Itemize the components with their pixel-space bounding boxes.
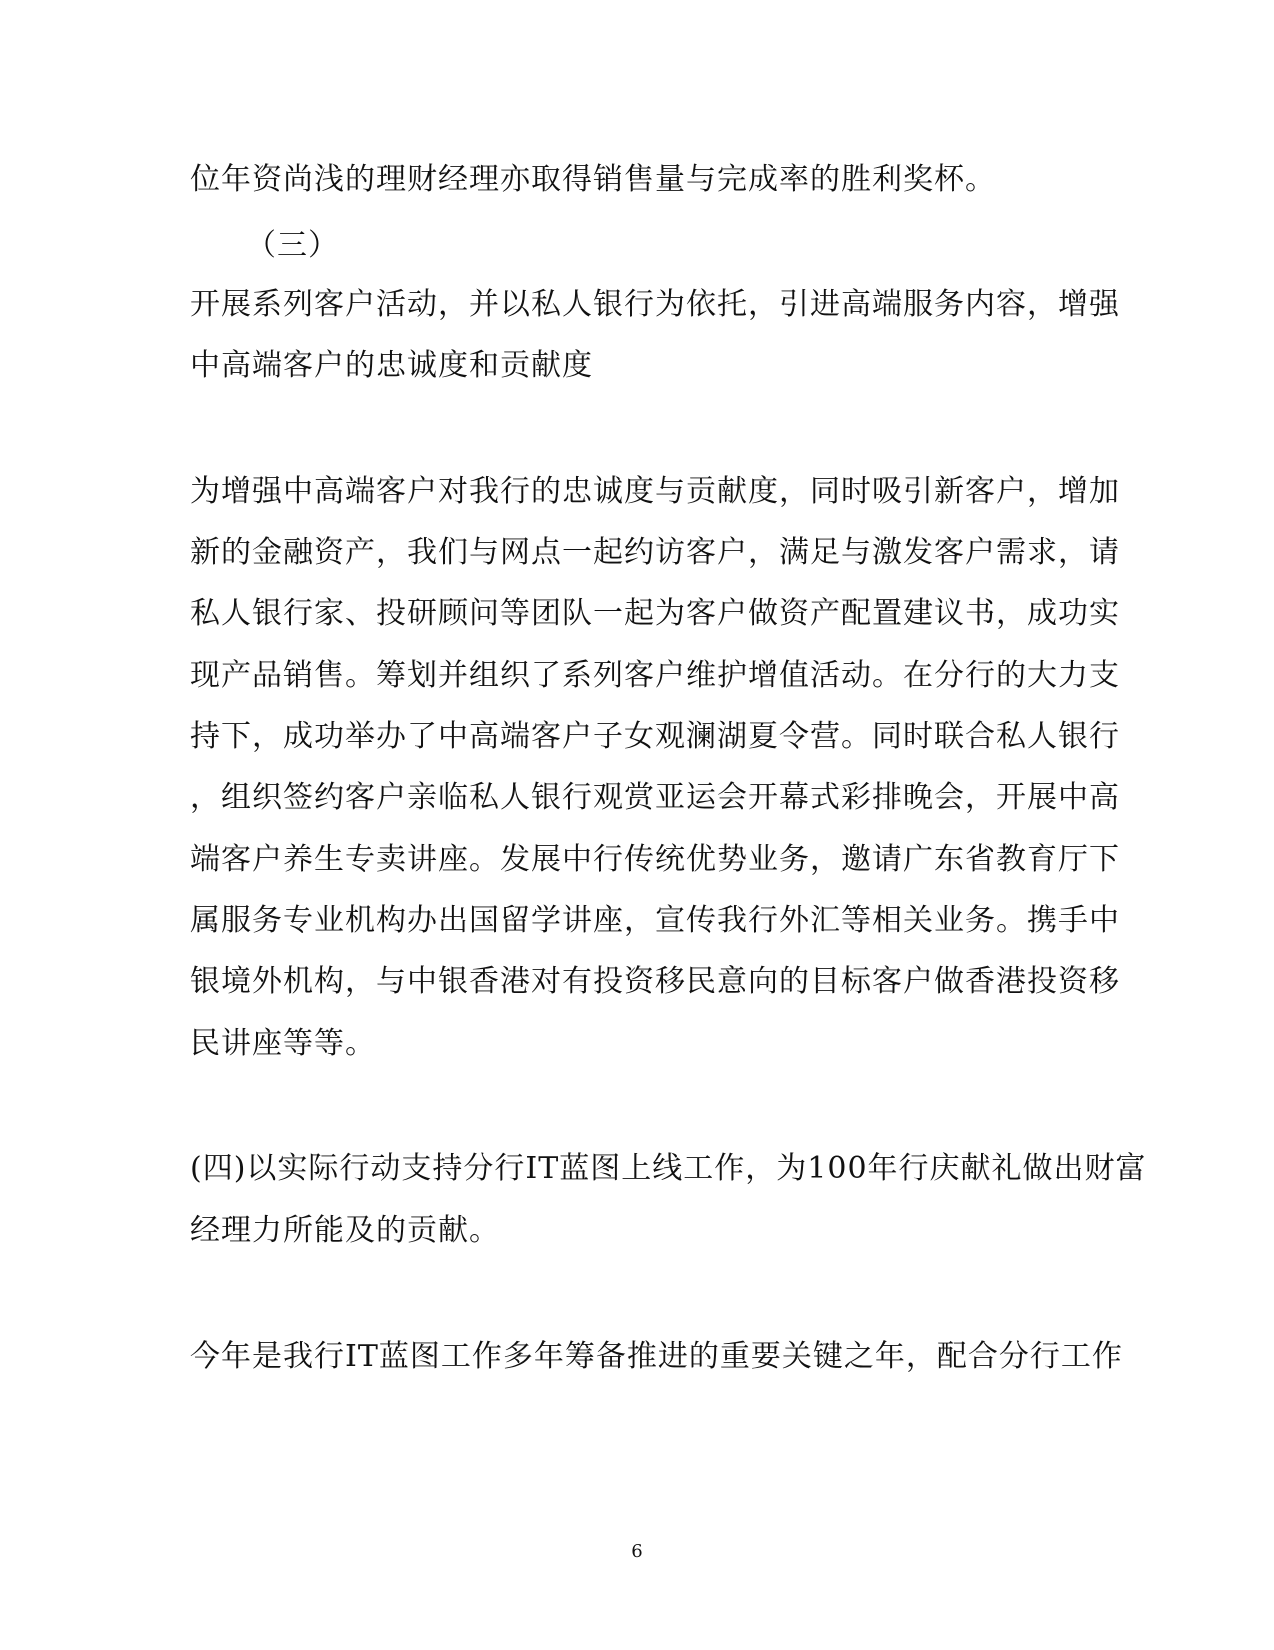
paragraph-line: 持下，成功举办了中高端客户子女观澜湖夏令营。同时联合私人银行: [190, 719, 1120, 754]
section-heading-line: (四)以实际行动支持分行IT蓝图上线工作，为100年行庆献礼做出财富: [190, 1151, 1147, 1186]
section-heading-line: 经理力所能及的贡献。: [190, 1213, 500, 1248]
section-heading-number: （三）: [246, 228, 339, 263]
paragraph-line: 银境外机构，与中银香港对有投资移民意向的目标客户做香港投资移: [190, 964, 1120, 999]
section-heading-line: 中高端客户的忠诚度和贡献度: [190, 348, 593, 383]
section-heading-line: 开展系列客户活动，并以私人银行为依托，引进高端服务内容，增强: [190, 287, 1120, 322]
paragraph-line: 属服务专业机构办出国留学讲座，宣传我行外汇等相关业务。携手中: [190, 903, 1120, 938]
paragraph-line: 为增强中高端客户对我行的忠诚度与贡献度，同时吸引新客户，增加: [190, 474, 1120, 509]
paragraph-line: 私人银行家、投研顾问等团队一起为客户做资产配置建议书，成功实: [190, 596, 1120, 631]
paragraph-line: 今年是我行IT蓝图工作多年筹备推进的重要关键之年，配合分行工作: [190, 1339, 1123, 1374]
paragraph-line: 民讲座等等。: [190, 1026, 376, 1061]
paragraph-line: 位年资尚浅的理财经理亦取得销售量与完成率的胜利奖杯。: [190, 162, 996, 197]
paragraph-line: 现产品销售。筹划并组织了系列客户维护增值活动。在分行的大力支: [190, 658, 1120, 693]
paragraph-line: 端客户养生专卖讲座。发展中行传统优势业务，邀请广东省教育厅下: [190, 842, 1120, 877]
page-number: 6: [631, 1541, 643, 1562]
paragraph-line: ，组织签约客户亲临私人银行观赏亚运会开幕式彩排晚会，开展中高: [190, 780, 1120, 815]
paragraph-line: 新的金融资产，我们与网点一起约访客户，满足与激发客户需求，请: [190, 535, 1120, 570]
